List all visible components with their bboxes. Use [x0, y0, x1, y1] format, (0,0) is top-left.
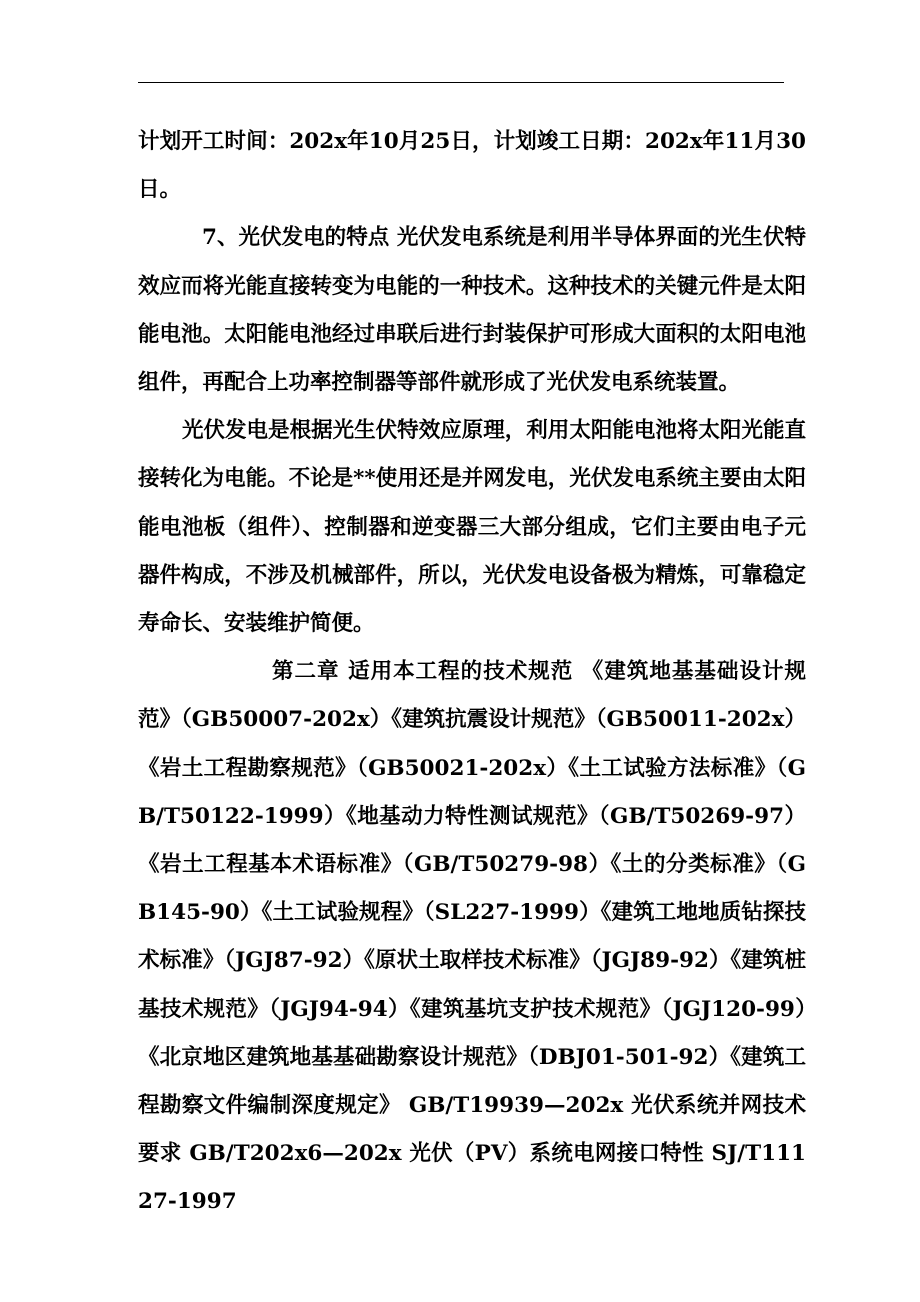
document-body: [138, 118, 806, 1227]
paragraph-schedule: 计划开工时间：202x年10月25日，计划竣工日期：202x年11月30日。: [138, 129, 806, 203]
header-rule: [138, 82, 784, 83]
paragraph-pv-features: 7、光伏发电的特点 光伏发电系统是利用半导体界面的光生伏特效应而将光能直接转变为电能的一种技术。这种技术的关键元件是太阳能电池。太阳能电池经过串联后进行封装保护可形成大面积的太阳电池组件，再配合上功率控制器等部件就形成了光伏发电系统装置。: [138, 225, 806, 396]
paragraph-chapter-two-standards: 第二章 适用本工程的技术规范 《建筑地基基础设计规范》（GB50007-202x）《建筑抗震设计规范》（GB50011-202x）《岩土工程勘察规范》（GB50021-202x）《土工试验方法标准》（GB/T50122-1999）《地基动力特性测试规范》（GB/T50269-97）《岩土工程基本术语标准》（GB/T50279-98）《土的分类标准》（GB145-90）《土工试验规程》（SL227-1999）《建筑工地地质钻探技术标准》（JGJ87-92）《原状土取样技术标准》（JGJ89-92）《建筑桩基技术规范》（JGJ94-94）《建筑基坑支护技术规范》（JGJ120-99）《北京地区建筑地基基础勘察设计规范》（DBJ01-501-92）《建筑工程勘察文件编制深度规定》 GB/T19939—202x 光伏系统并网技术要求 GB/T202x6—202x 光伏（PV）系统电网接口特性 SJ/T11127-1997: [138, 659, 806, 1215]
paragraph-pv-principle: 光伏发电是根据光生伏特效应原理，利用太阳能电池将太阳光能直接转化为电能。不论是**使用还是并网发电，光伏发电系统主要由太阳能电池板（组件）、控制器和逆变器三大部分组成，它们主要由电子元器件构成，不涉及机械部件，所以，光伏发电设备极为精炼，可靠稳定寿命长、安装维护简便。: [138, 418, 806, 637]
